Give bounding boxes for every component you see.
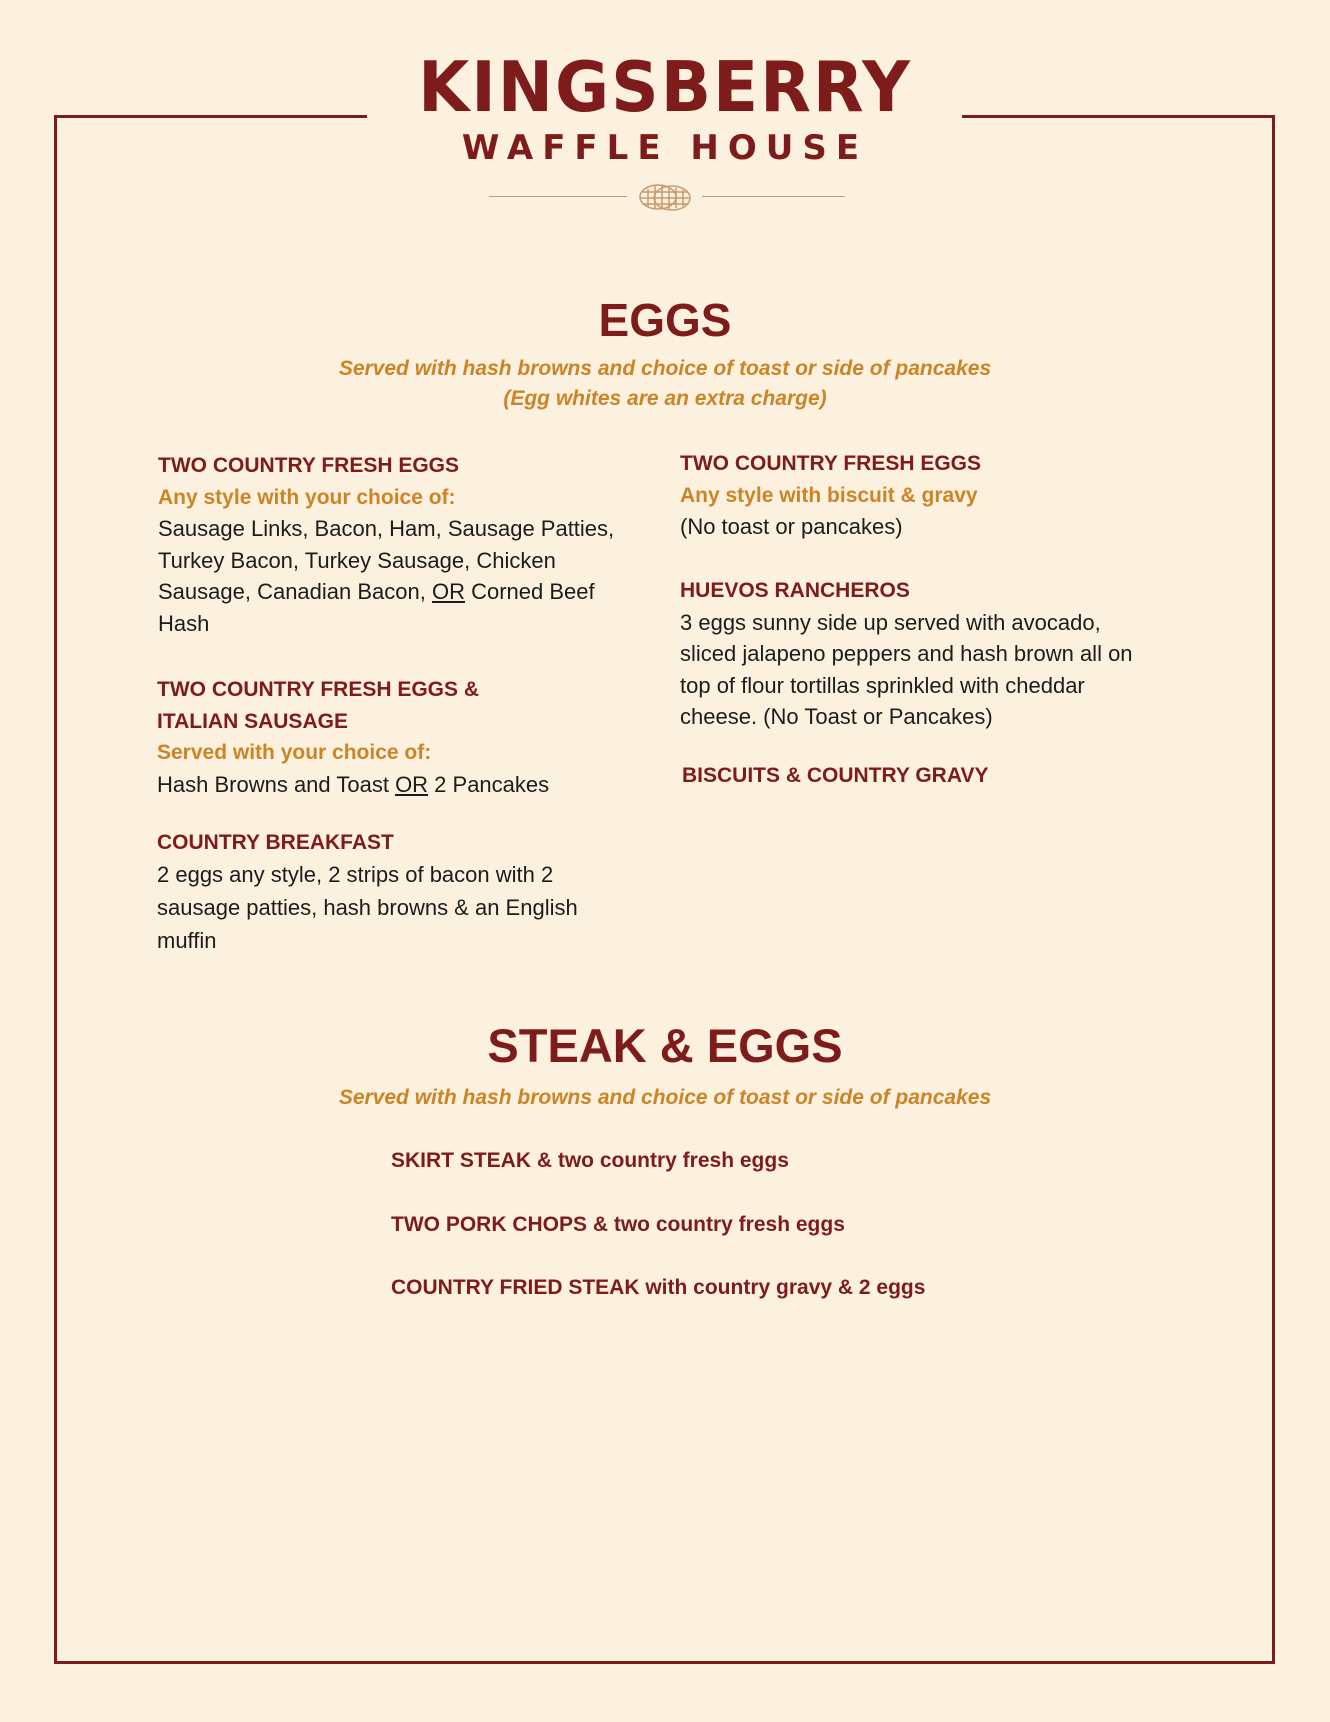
item-name: BISCUITS & COUNTRY GRAVY <box>682 764 989 787</box>
item-name: HUEVOS RANCHEROS <box>680 579 910 602</box>
menu-item-country-fried-steak: COUNTRY FRIED STEAK with country gravy & 2 eggs <box>391 1276 926 1299</box>
steak-section-subtitle: Served with hash browns and choice of toast or side of pancakes <box>338 1086 992 1109</box>
steak-section-title: STEAK & EGGS <box>487 1019 843 1072</box>
item-description: Sausage Links, Bacon, Ham, Sausage Patties, Turkey Bacon, Turkey Sausage, Chicken Sausage, Canadian Bacon, OR Corned Beef Hash <box>158 516 615 636</box>
item-name: TWO COUNTRY FRESH EGGS <box>158 454 460 477</box>
item-name-line-1: TWO COUNTRY FRESH EGGS & <box>157 678 480 701</box>
item-option: Any style with biscuit & gravy <box>680 483 978 507</box>
eggs-section-title: EGGS <box>598 294 732 346</box>
menu-item-skirt-steak: SKIRT STEAK & two country fresh eggs <box>391 1149 789 1172</box>
menu-item-pork-chops: TWO PORK CHOPS & two country fresh eggs <box>391 1213 845 1236</box>
menu-item-eggs-italian-sausage <box>157 674 627 800</box>
item-option: Served with your choice of: <box>157 741 432 764</box>
brand-name: KINGSBERRY <box>418 47 912 128</box>
logo-rule-right <box>702 196 845 197</box>
logo-rule-left <box>489 196 627 197</box>
waffle-icon <box>636 180 694 214</box>
item-option: Any style with your choice of: <box>158 485 456 509</box>
item-description: 3 eggs sunny side up served with avocado, sliced jalapeno peppers and hash brown all on top of flour tortillas sprinkled with cheddar cheese. (No Toast or Pancakes) <box>680 609 1133 729</box>
menu-item-two-eggs <box>158 450 633 639</box>
eggs-section-note: (Egg whites are an extra charge) <box>503 387 827 410</box>
menu-item-huevos-rancheros <box>680 575 1160 733</box>
item-description: Hash Browns and Toast OR 2 Pancakes <box>157 771 550 797</box>
menu-item-eggs-biscuit-gravy <box>680 448 1180 543</box>
eggs-section-subtitle: Served with hash browns and choice of toast or side of pancakes <box>338 357 992 380</box>
item-name-line-2: ITALIAN SAUSAGE <box>157 709 348 733</box>
item-name: COUNTRY BREAKFAST <box>157 831 394 854</box>
menu-item-country-breakfast <box>157 827 617 957</box>
menu-item-biscuits-gravy <box>682 760 1162 792</box>
brand-tagline: WAFFLE HOUSE <box>461 128 869 168</box>
item-description: (No toast or pancakes) <box>680 514 903 539</box>
item-name: TWO COUNTRY FRESH EGGS <box>680 452 982 475</box>
item-description: 2 eggs any style, 2 strips of bacon with 2 sausage patties, hash browns & an English muffin <box>157 862 578 953</box>
